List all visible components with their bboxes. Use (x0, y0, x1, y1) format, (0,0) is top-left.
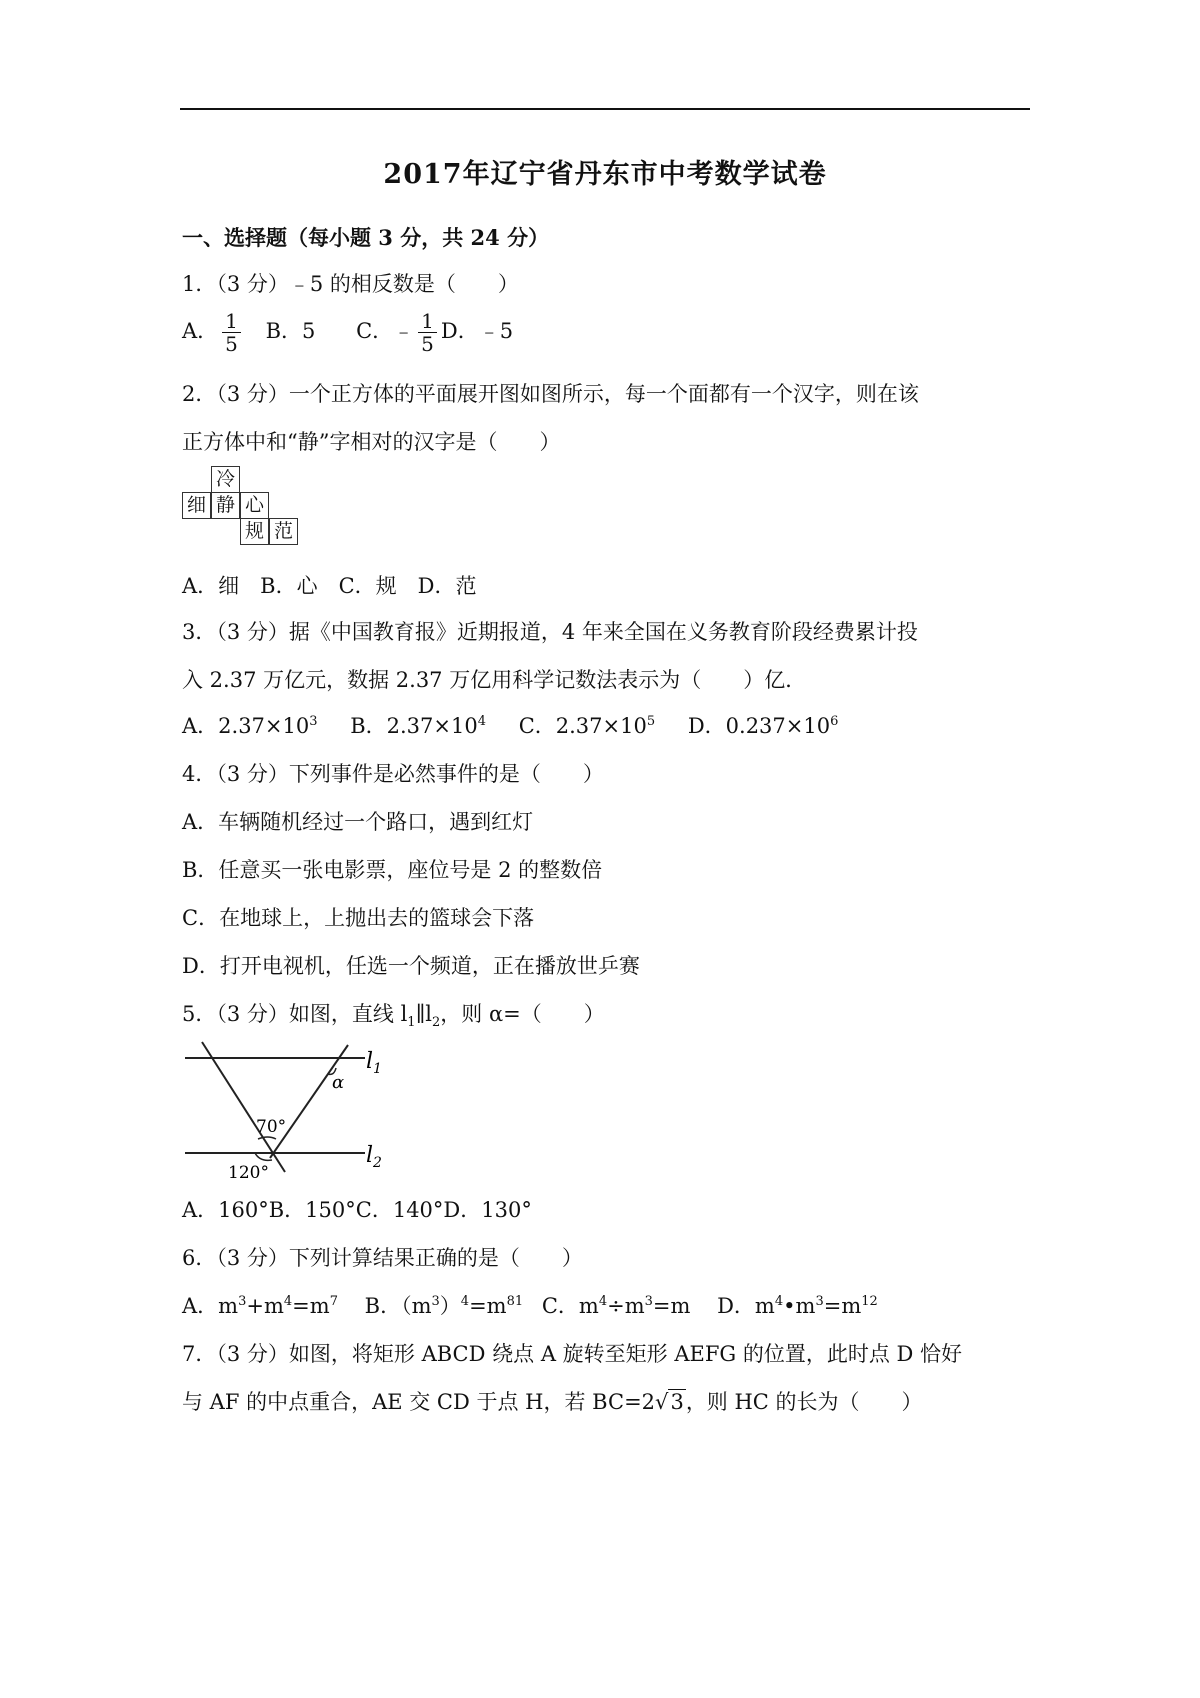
question-2-stem-line2: 正方体中和“静”字相对的汉字是（ ） (182, 430, 561, 454)
question-4-option-d: D．打开电视机，任选一个频道，正在播放世乒赛 (182, 954, 640, 978)
option-b: B．5 (265, 319, 316, 343)
question-5-stem: 5．（3 分）如图，直线 $l_1\parallel l_2$，则 α=（ ） (182, 1002, 605, 1031)
cube-cell-bottom-left: 规 (240, 518, 269, 545)
option-c-exponent: 5 (646, 714, 656, 729)
option-b-exponent: 4 (477, 714, 487, 729)
option-a-label: A． (182, 319, 219, 343)
label-120-degrees: 120° (228, 1163, 269, 1180)
label-l2: $l_2$ (366, 1143, 382, 1171)
question-7-stem-line2: 与 AF 的中点重合，AE 交 CD 于点 H，若 BC=2√3，则 HC 的长为（ ） (182, 1390, 923, 1414)
sqrt-expression: 2√3 (641, 1390, 684, 1414)
cube-cell-right: 心 (240, 492, 269, 519)
question-4-option-a: A．车辆随机经过一个路口，遇到红灯 (182, 810, 534, 834)
page-title: 2017年辽宁省丹东市中考数学试卷 (383, 159, 827, 190)
question-2-options: A．细 B．心 C．规 D．范 (182, 574, 477, 598)
option-a: A．$m^3+m^4=m^7$ (182, 1294, 338, 1318)
option-a: A．2.37×10 (182, 714, 310, 738)
cube-net-figure (182, 466, 312, 556)
question-3-options (182, 710, 838, 740)
cube-cell-top: 冷 (211, 466, 240, 493)
question-6-stem: 6．（3 分）下列计算结果正确的是（ ） (182, 1246, 583, 1270)
question-3-stem-line1: 3．（3 分）据《中国教育报》近期报道，4 年来全国在义务教育阶段经费累计投 (182, 620, 918, 644)
option-b: B．$(m^3)^4=m^{81}$ (364, 1294, 524, 1318)
option-b: B．2.37×10 (350, 714, 478, 738)
option-d-exponent: 6 (830, 714, 839, 729)
label-l1: $l_1$ (366, 1049, 382, 1077)
label-70-degrees: 70° (256, 1117, 287, 1137)
question-6-options (182, 1290, 878, 1320)
question-4-option-b: B．任意买一张电影票，座位号是 2 的整数倍 (182, 858, 603, 882)
option-c-fraction: $\frac{1}{5}$ (418, 310, 437, 355)
question-5-options: A．160°B．150°C．140°D．130° (182, 1198, 532, 1222)
cube-cell-bottom-right: 范 (269, 518, 298, 545)
option-d: D．﹣5 (440, 319, 514, 343)
option-c-label: C．﹣ (356, 319, 415, 343)
question-7-stem-line1: 7．（3 分）如图，将矩形 ABCD 绕点 A 旋转至矩形 AEFG 的位置，此时点 D 恰好 (182, 1342, 963, 1366)
question-2-stem-line1: 2．（3 分）一个正方体的平面展开图如图所示，每一个面都有一个汉字，则在该 (182, 382, 919, 406)
section-heading: 一、选择题（每小题 3 分，共 24 分） (182, 225, 550, 250)
option-a-exponent: 3 (309, 714, 318, 729)
cube-cell-center: 静 (211, 492, 240, 519)
cube-cell-left: 细 (182, 492, 211, 519)
question-1-options (182, 310, 513, 355)
header-rule (180, 108, 1030, 110)
option-d: D．$m^4•m^3=m^{12}$ (717, 1294, 878, 1318)
question-3-stem-line2: 入 2.37 万亿元，数据 2.37 万亿用科学记数法表示为（ ）亿． (182, 668, 807, 692)
option-c: C．$m^4\div m^3=m$ (541, 1294, 691, 1318)
parallel-lines-figure (180, 1040, 400, 1180)
question-1-stem: 1．（3 分）﹣5 的相反数是（ ） (182, 272, 519, 296)
question-4-option-c: C．在地球上，上抛出去的篮球会下落 (182, 906, 535, 930)
question-4-stem: 4．（3 分）下列事件是必然事件的是（ ） (182, 762, 604, 786)
label-alpha: α (332, 1072, 345, 1093)
option-a-fraction: $\frac{1}{5}$ (222, 310, 241, 355)
option-d: D．0.237×10 (687, 714, 831, 738)
option-c: C．2.37×10 (518, 714, 647, 738)
